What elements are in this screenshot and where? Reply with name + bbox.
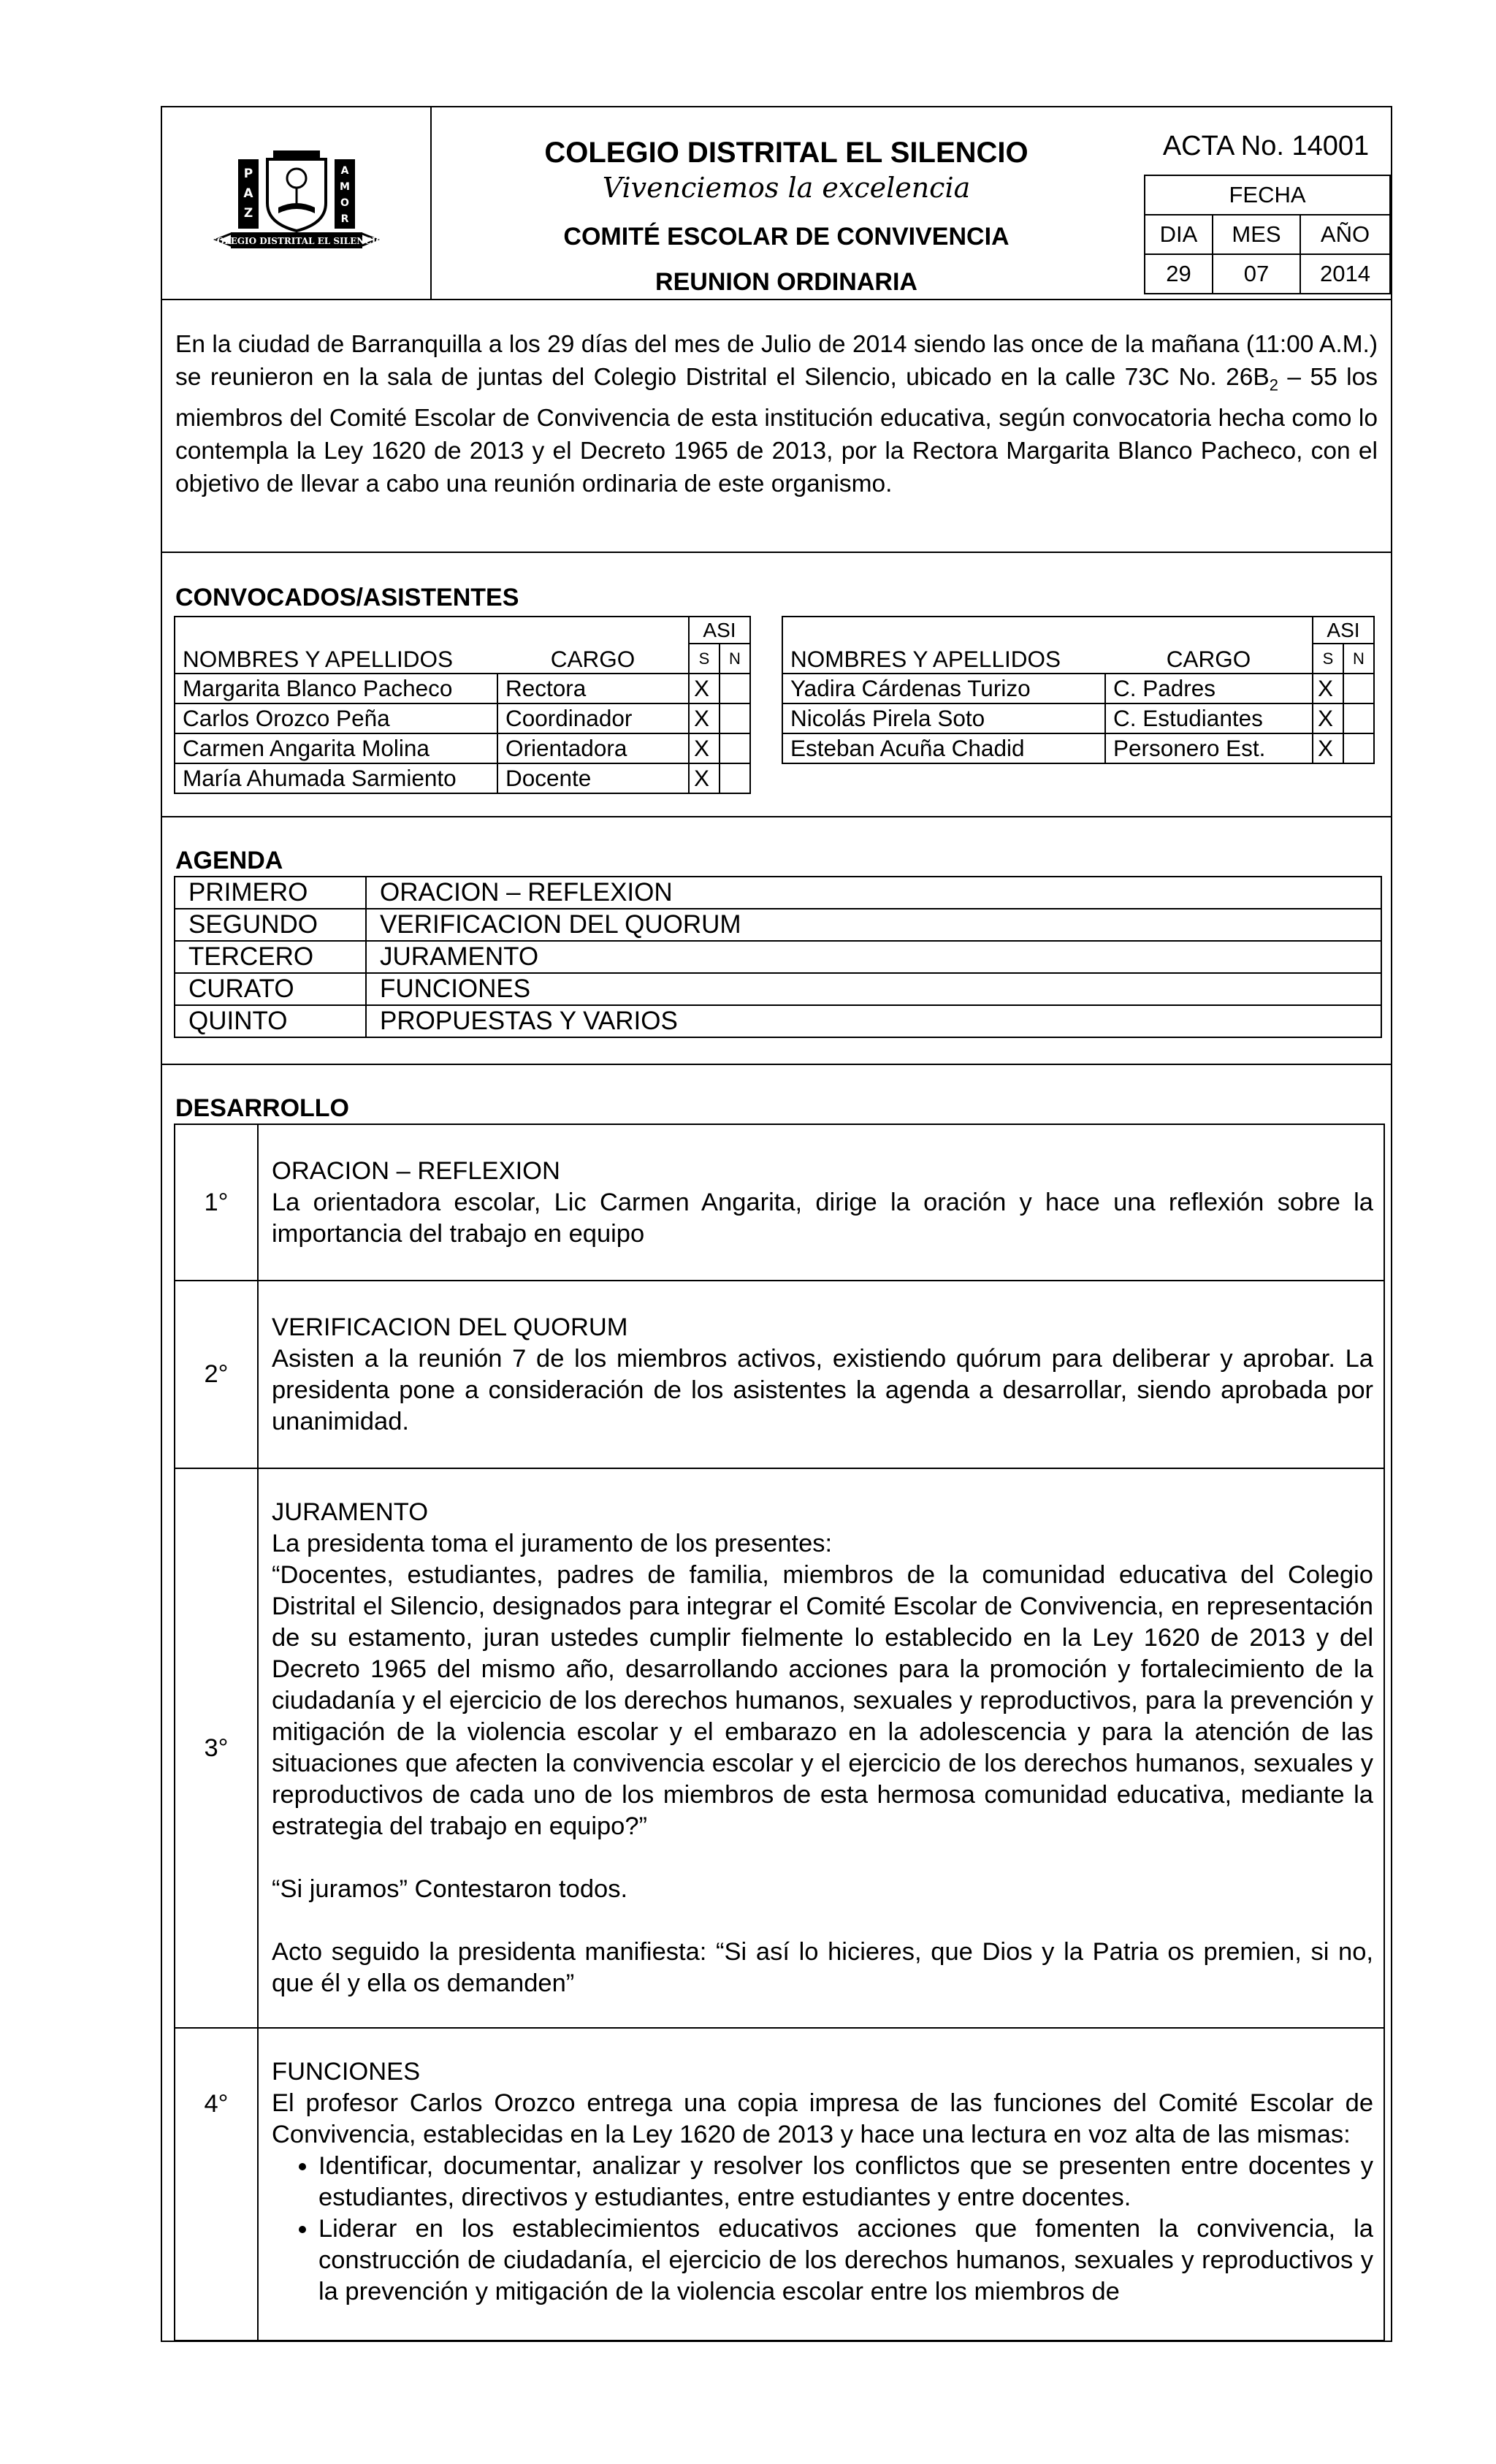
intro-subscript: 2 [1269,375,1278,394]
document-header [162,107,1391,300]
item-number: 4° [175,2028,258,2341]
date-header-day: DIA [1145,215,1213,254]
attendee-cargo: Rectora [497,674,689,703]
svg-text:COLEGIO DISTRITAL EL SILENCIO: COLEGIO DISTRITAL EL SILENCIO [209,236,383,246]
agenda-order: QUINTO [175,1005,366,1037]
col-s-header: S [689,644,720,674]
col-cargo-header: CARGO [1105,617,1313,674]
item-answer: “Si juramos” Contestaron todos. [272,1875,628,1903]
agenda-topic: FUNCIONES [366,973,1381,1005]
attendee-cargo: Personero Est. [1105,733,1313,763]
school-logo [162,107,432,299]
item-intro: La presidenta toma el juramento de los presentes: [272,1530,833,1557]
attendee-cargo: Orientadora [497,733,689,763]
table-row [175,941,1381,973]
item-content [258,1124,1384,1281]
item-content [258,1468,1384,2028]
attendee-name: Yadira Cárdenas Turizo [782,674,1105,703]
school-name: COLEGIO DISTRITAL EL SILENCIO [544,137,1028,169]
table-row [175,973,1381,1005]
list-item: • Identificar, documentar, analizar y resolver los conflictos que se presenten entre docentes y estudiantes, directivos y estudiantes, entre estudiantes y entre docentes. [318,2151,1373,2213]
intro-text-1: En la ciudad de Barranquilla a los 29 días del mes de Julio de 2014 siendo las once de la mañana (11:00 A.M.) se reunieron en la sala de juntas del Colegio Distrital el Silencio, ubicado en la calle 73C No. 26B [175,331,1378,391]
table-row [782,703,1374,733]
date-day: 29 [1145,254,1213,294]
col-n-header: N [1343,644,1374,674]
agenda-topic: PROPUESTAS Y VARIOS [366,1005,1381,1037]
attendee-s: X [1313,733,1343,763]
agenda-section [162,817,1391,1065]
item-body: Asisten a la reunión 7 de los miembros activos, existiendo quórum para deliberar y aprobar. La presidenta pone a consideración de los asistentes la agenda a desarrollar, siendo aprobada por unanimidad. [272,1344,1373,1435]
table-row [782,733,1374,763]
attendee-name: Margarita Blanco Pacheco [175,674,497,703]
agenda-title: AGENDA [175,847,283,874]
table-row [175,733,750,763]
attendee-n [720,733,750,763]
item-number: 3° [175,1468,258,2028]
attendee-name: Nicolás Pirela Soto [782,703,1105,733]
intro-text-2: – 55 los miembros del Comité Escolar de Convivencia de esta institución educativa, según convocatoria hecha como lo contempla la Ley 1620 de 2013 y el Decreto 1965 de 2013, por la Rectora Margarita Blanco Pacheco, con el objetivo de llevar a cabo una reunión ordinaria de este organismo. [175,364,1378,497]
item-number: 2° [175,1281,258,1468]
agenda-order: CURATO [175,973,366,1005]
meeting-type: REUNION ORDINARIA [655,268,917,296]
svg-text:Z: Z [243,206,253,221]
attendees-title: CONVOCADOS/ASISTENTES [175,584,519,611]
functions-list [272,2151,1373,2308]
table-row [175,1281,1384,1468]
attendee-cargo: C. Padres [1105,674,1313,703]
date-header-year: AÑO [1300,215,1390,254]
agenda-order: TERCERO [175,941,366,973]
item-content [258,1281,1384,1468]
agenda-topic: JURAMENTO [366,941,1381,973]
attendee-n [1343,703,1374,733]
table-row [175,674,750,703]
attendee-s: X [689,703,720,733]
attendee-name: Esteban Acuña Chadid [782,733,1105,763]
header-title-block [432,107,1141,299]
table-row [175,877,1381,909]
col-cargo-header: CARGO [497,617,689,674]
table-row [175,2028,1384,2341]
attendee-name: Carlos Orozco Peña [175,703,497,733]
attendee-s: X [689,763,720,793]
acta-document [161,106,1392,2342]
agenda-topic: VERIFICACION DEL QUORUM [366,909,1381,941]
col-n-header: N [720,644,750,674]
attendee-s: X [689,674,720,703]
agenda-order: SEGUNDO [175,909,366,941]
table-row [175,1124,1384,1281]
item-oath: “Docentes, estudiantes, padres de familia, miembros de la comunidad educativa del Colegio Distrital el Silencio, designados para integrar el Comité Escolar de Convivencia, en representación de su estamento, juran ustedes cumplir fielmente lo establecido en la Ley 1620 de 2013 y del Decreto 1965 del mismo año, desarrollando acciones para la promoción y fortalecimiento de la ciudadanía y el ejercicio de los derechos humanos, sexuales y reproductivos, para la prevención y mitigación de la violencia escolar y el embarazo en la adolescencia y para la atención de las situaciones que afecten la convivencia escolar y el ejercicio de los derechos humanos, sexuales y reproductivos de cada uno de los miembros de esta hermosa comunidad educativa, mediante la estrategia del trabajo en equipo?” [272,1561,1373,1840]
attendee-name: Carmen Angarita Molina [175,733,497,763]
attendees-section [162,553,1391,817]
attendee-cargo: Docente [497,763,689,793]
agenda-table [174,876,1382,1038]
col-s-header: S [1313,644,1343,674]
desarrollo-title: DESARROLLO [175,1094,349,1122]
school-crest-icon [209,137,384,269]
fecha-label: FECHA [1145,175,1390,215]
svg-text:A: A [340,165,348,177]
svg-text:P: P [243,167,253,181]
school-motto: Vivenciemos la excelencia [602,172,971,204]
list-item: • Liderar en los establecimientos educativos acciones que fomenten la convivencia, la construcción de ciudadanía, el ejercicio de los derechos humanos, sexuales y reproductivos y la prevención y mitigación de la violencia escolar entre los miembros de [318,2213,1373,2308]
table-row [175,703,750,733]
col-asi-header: ASI [1313,617,1374,644]
attendee-cargo: Coordinador [497,703,689,733]
svg-text:O: O [340,197,349,209]
attendee-n [720,763,750,793]
attendee-n [1343,733,1374,763]
item-heading: JURAMENTO [272,1498,429,1526]
date-month: 07 [1213,254,1300,294]
col-name-header: NOMBRES Y APELLIDOS [175,617,497,674]
agenda-order: PRIMERO [175,877,366,909]
committee-name: COMITÉ ESCOLAR DE CONVIVENCIA [563,223,1010,251]
col-name-header: NOMBRES Y APELLIDOS [782,617,1105,674]
attendees-table-left [174,616,751,794]
date-table [1144,175,1391,294]
attendees-table-right [782,616,1375,764]
attendee-n [1343,674,1374,703]
attendee-s: X [689,733,720,763]
item-content [258,2028,1384,2341]
desarrollo-table [174,1124,1385,2341]
item-body: La orientadora escolar, Lic Carmen Angarita, dirige la oración y hace una reflexión sobre la importancia del trabajo en equipo [272,1188,1373,1248]
col-asi-header: ASI [689,617,750,644]
intro-paragraph [162,300,1391,553]
table-row [782,674,1374,703]
agenda-topic: ORACION – REFLEXION [366,877,1381,909]
date-year: 2014 [1300,254,1390,294]
attendee-s: X [1313,703,1343,733]
item-heading: ORACION – REFLEXION [272,1156,560,1185]
table-row [175,909,1381,941]
item-number: 1° [175,1124,258,1281]
svg-text:A: A [243,186,253,201]
svg-text:M: M [339,181,350,193]
attendee-s: X [1313,674,1343,703]
acta-number: ACTA No. 14001 [1162,131,1370,161]
date-header-month: MES [1213,215,1300,254]
item-heading: FUNCIONES [272,2058,421,2086]
attendee-cargo: C. Estudiantes [1105,703,1313,733]
item-heading: VERIFICACION DEL QUORUM [272,1313,628,1341]
attendee-name: María Ahumada Sarmiento [175,763,497,793]
table-row [175,1005,1381,1037]
item-body: El profesor Carlos Orozco entrega una copia impresa de las funciones del Comité Escolar de Convivencia, establecidas en la Ley 1620 de 2013 y hace una lectura en voz alta de las mismas: [272,2089,1373,2148]
acta-info [1141,107,1391,299]
table-row [175,763,750,793]
attendee-n [720,674,750,703]
attendee-n [720,703,750,733]
item-closing: Acto seguido la presidenta manifiesta: “Si así lo hicieres, que Dios y la Patria os premien, si no, que él y ella os demanden” [272,1938,1373,1997]
table-row [175,1468,1384,2028]
desarrollo-section [162,1065,1391,2341]
svg-text:R: R [340,213,348,225]
